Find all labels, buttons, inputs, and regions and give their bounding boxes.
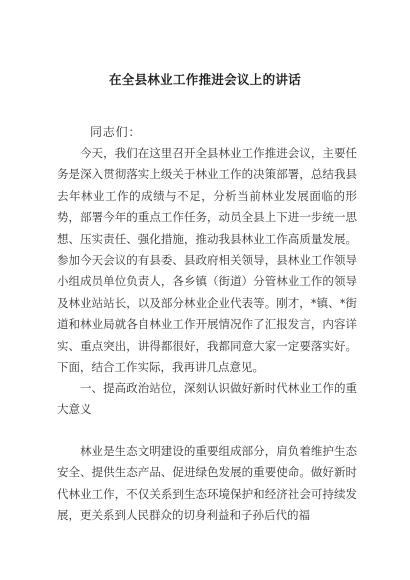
section-heading-1: 一、提高政治站位，深刻认识做好新时代林业工作的重大意义	[57, 381, 357, 417]
salutation: 同志们：	[90, 125, 142, 139]
document-title: 在全县林业工作推进会议上的讲话	[108, 72, 301, 87]
paragraph-section-1: 林业是生态文明建设的重要组成部分，肩负着维护生态安全、提供生态产品、促进绿色发展的重要使命。做好新时代林业工作，不仅关系到生态环境保护和经济社会可持续发展，更关系到人民群众的切身利益和子孙后代的福	[57, 444, 357, 523]
paragraph-opening: 今天，我们在这里召开全县林业工作推进会议，主要任务是深入贯彻落实上级关于林业工作的决策部署，总结我县去年林业工作的成绩与不足，分析当前林业发展面临的形势，部署今年的重点工作任务，动员全县上下进一步统一思想、压实责任、强化措施，推动我县林业工作高质量发展。参加今天会议的有县委、县政府相关领导，县林业工作领导小组成员单位负责人，各乡镇（街道）分管林业工作的领导及林业站站长，以及部分林业企业代表等。刚才，*镇、*街道和林业局就各自林业工作开展情况作了汇报发言，内容详实、重点突出，讲得都很好，我都同意大家一定要落实好。下面，结合工作实际，我再讲几点意见。	[57, 146, 357, 375]
